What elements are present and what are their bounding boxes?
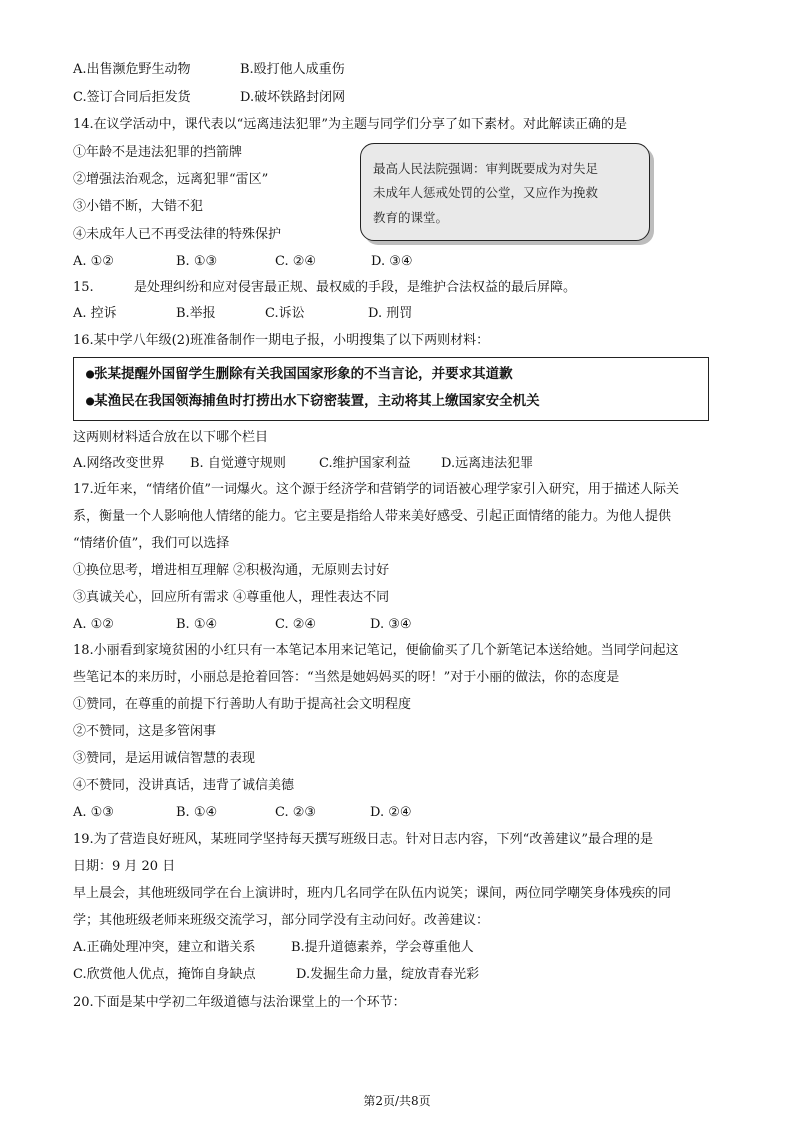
q14-quote-callout	[360, 143, 650, 241]
q19-option-b: B.提升道德素养，学会尊重他人	[291, 940, 474, 955]
q18-option-b: B. ①④	[176, 805, 218, 820]
q14-item-4: ④未成年人已不再受法律的特殊保护	[73, 227, 282, 242]
q16-material-1: ●张某提醒外国留学生删除有关我国国家形象的不当言论，并要求其道歉	[86, 366, 513, 382]
q18-item-1: ①赞同，在尊重的前提下行善助人有助于提高社会文明程度	[73, 697, 412, 712]
q17-line-1: 17.近年来，“情绪价值”一词爆火。这个源于经济学和营销学的词语被心理学家引入研究，用于描述人际关	[73, 482, 679, 497]
q15-option-c: C.诉讼	[265, 306, 305, 321]
q16-material-box	[73, 357, 709, 421]
q17-option-d: D. ③④	[370, 617, 412, 632]
q18-item-4: ④不赞同，没讲真话，违背了诚信美德	[73, 778, 295, 793]
q20-stem: 20.下面是某中学初二年级道德与法治课堂上的一个环节：	[73, 995, 406, 1010]
q19-date: 日期：9 月 20 日	[73, 859, 176, 874]
page-footer: 第2页/共8页	[363, 1094, 431, 1108]
q14-callout-line-3: 教育的课堂。	[373, 210, 449, 225]
q19-option-a: A.正确处理冲突，建立和谐关系	[73, 940, 256, 955]
q13-option-a: A.出售濒危野生动物	[73, 62, 191, 77]
q19-option-c: C.欣赏他人优点，掩饰自身缺点	[73, 967, 256, 982]
q14-callout-line-1: 最高人民法院强调：审判既要成为对失足	[373, 161, 599, 176]
q13-option-d: D.破坏铁路封闭网	[240, 90, 346, 105]
q14-option-b: B. ①③	[176, 254, 218, 269]
q17-option-c: C. ②④	[275, 617, 317, 632]
q18-option-a: A. ①③	[73, 805, 114, 820]
q17-items-2: ③真诚关心，回应所有需求 ④尊重他人，理性表达不同	[73, 590, 390, 605]
q19-log-line-2: 学；其他班级老师来班级交流学习，部分同学没有主动问好。改善建议：	[73, 913, 490, 928]
q17-option-a: A. ①②	[73, 617, 114, 632]
q14-item-1: ①年龄不是违法犯罪的挡箭牌	[73, 145, 243, 160]
q16-stem: 16.某中学八年级(2)班准备制作一期电子报，小明搜集了以下两则材料：	[73, 333, 490, 348]
q14-stem: 14.在议学活动中，课代表以“远离违法犯罪”为主题与同学们分享了如下素材。对此解读正确的是	[73, 117, 627, 132]
q14-item-3: ③小错不断，大错不犯	[73, 199, 204, 214]
q17-line-3: “情绪价值”，我们可以选择	[73, 536, 230, 551]
q16-option-b: B. 自觉遵守规则	[190, 456, 286, 471]
q14-item-2: ②增强法治观念，远离犯罪“雷区”	[73, 172, 269, 187]
q19-log-line-1: 早上晨会，其他班级同学在台上演讲时，班内几名同学在队伍内说笑；课间，两位同学嘲笑身体残疾的同	[73, 886, 672, 901]
q18-line-2: 些笔记本的来历时，小丽总是抢着回答：“当然是她妈妈买的呀！”对于小丽的做法，你的态度是	[73, 670, 620, 685]
q15-option-b: B.举报	[176, 306, 216, 321]
q16-option-a: A.网络改变世界	[73, 456, 165, 471]
q13-option-b: B.殴打他人成重伤	[240, 62, 345, 77]
q17-line-2: 系，衡量一个人影响他人情绪的能力。它主要是指给人带来美好感受、引起正面情绪的能力。为他人提供	[73, 509, 672, 524]
q15-option-d: D. 刑罚	[368, 306, 413, 321]
q18-item-2: ②不赞同，这是多管闲事	[73, 724, 217, 739]
q19-option-d: D.发掘生命力量，绽放青春光彩	[296, 967, 480, 982]
q16-material-2: ●某渔民在我国领海捕鱼时打捞出水下窃密装置，主动将其上缴国家安全机关	[86, 393, 540, 409]
q13-option-c: C.签订合同后拒发货	[73, 90, 191, 105]
q14-option-d: D. ③④	[371, 254, 413, 269]
q18-item-3: ③赞同，是运用诚信智慧的表现	[73, 751, 256, 766]
q18-option-c: C. ②③	[275, 805, 317, 820]
q16-option-d: D.远离违法犯罪	[441, 456, 534, 471]
q17-option-b: B. ①④	[176, 617, 218, 632]
q18-option-d: D. ②④	[370, 805, 412, 820]
q14-option-c: C. ②④	[275, 254, 317, 269]
q16-question: 这两则材料适合放在以下哪个栏目	[73, 430, 269, 445]
q19-stem: 19.为了营造良好班风，某班同学坚持每天撰写班级日志。针对日志内容，下列“改善建议”最合理的是	[73, 832, 653, 847]
q16-option-c: C.维护国家利益	[319, 456, 411, 471]
q15-number: 15.	[73, 280, 94, 295]
q17-items-1: ①换位思考，增进相互理解 ②积极沟通，无原则去讨好	[73, 563, 390, 578]
q18-line-1: 18.小丽看到家境贫困的小红只有一本笔记本用来记笔记，便偷偷买了几个新笔记本送给她。当同学问起这	[73, 643, 679, 658]
q14-callout-line-2: 未成年人惩戒处罚的公堂，又应作为挽救	[373, 185, 599, 200]
q14-option-a: A. ①②	[73, 254, 114, 269]
q15-stem: 是处理纠纷和应对侵害最正规、最权威的手段，是维护合法权益的最后屏障。	[134, 280, 577, 295]
q15-option-a: A. 控诉	[73, 306, 117, 321]
